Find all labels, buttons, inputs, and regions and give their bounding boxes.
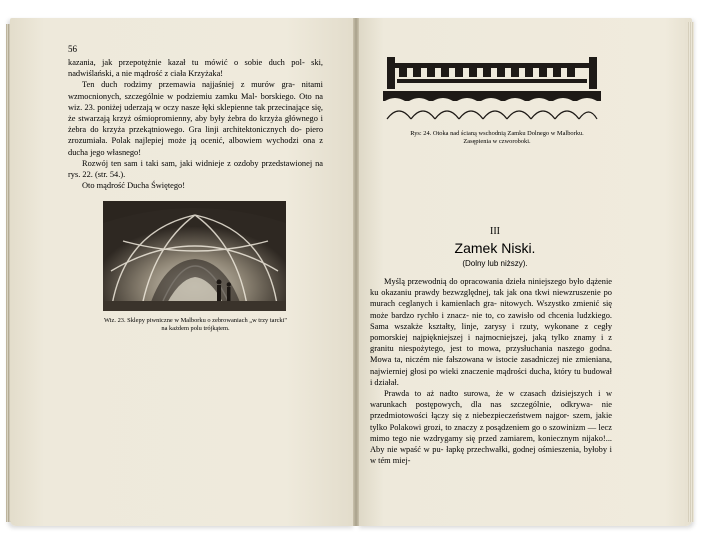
text-line: wychodzi ona z ducha jego własnego! <box>68 136 324 157</box>
paragraph <box>370 276 612 388</box>
paragraph <box>68 158 323 180</box>
left-page-text <box>68 57 323 191</box>
text-line: najpiękniejszej i najmocniejszej, jaką tylko znamy i z granitu <box>370 333 613 354</box>
vault-illustration <box>103 201 286 311</box>
text-line: łęki sklepienne tak przecinające się, że stwarzają krzyż <box>68 102 324 124</box>
chapter-title: Zamek Niski. <box>454 240 536 256</box>
chapter-subtitle: (Dolny lub niższy). <box>462 259 528 268</box>
text-line: ducha, który tu budował i działał. <box>370 366 612 387</box>
text-line: nitami wzmocnionych, szczególnie w podziemiu zamku Mal- <box>68 80 323 101</box>
text-line: łapkę przechwałki, godnej ośmieszenia, byłoby i w tém miej- <box>370 445 613 466</box>
text-line: go o szowinizm — lecz mimo tego nie wzdrygamy się <box>370 422 612 443</box>
text-line: Oto mądrość Ducha Świętego! <box>82 181 186 191</box>
text-line: i w warunkach postępowych, dla nas szczególnie, odkrywa- <box>370 389 613 410</box>
paragraph <box>68 180 323 191</box>
text-line: ośmiopromienny, aby były żebra do krzyża głównego i żebra <box>68 114 324 135</box>
text-line: borskiego. Oto na wiz. 23. poniżej uderzają w oczy nasze <box>68 91 324 112</box>
vaulted-cellar-photo <box>103 201 286 311</box>
frieze-drawing <box>383 53 601 121</box>
caption-line: Zasępienia w czworoboki. <box>463 138 531 146</box>
text-line: piero zrozumiała. Polak najlepiej może ją ocenić, albowiem <box>68 125 324 146</box>
caption-line: Rys: 24. Otoka nad ścianą wschodnią Zamku Dolnego w Malborku. <box>410 130 584 137</box>
text-line: kazania, jak przepotężnie kazał tu mówić o sobie duch pol- <box>68 58 305 67</box>
figure-caption <box>372 130 622 147</box>
text-line: ski, nadwiślański, a nie mądrość z ciała Krzyżaka! <box>68 58 323 79</box>
text-line: przedstawionej na rys. 22. (str. 54.). <box>68 158 324 180</box>
caption-line: Wiz. 23. Sklepy piwniczne w Malborku o zebrowaniach „w trzy tarcki" <box>103 317 287 324</box>
text-line: szem, jakie tylko Polakowi grozi, to znaczy z posądzeniem <box>370 411 613 432</box>
right-page-edges <box>688 22 694 522</box>
text-line: było dążenie ku okazaniu prawdy bezwzględnej, tak jak ona <box>370 277 613 298</box>
text-line: niespożytego, jest to mowa, przysłuchania naszego godna. <box>398 344 612 354</box>
text-line: Rozwój ten sam i taki sam, jaki widnieje z ozdoby <box>82 158 259 168</box>
text-line: nitowych. Wszystko zmienić się może bardzo rychło i znacz- <box>370 299 613 320</box>
text-line: nie to, co zawisło od chcenia ludzkiego. Sama wszakże <box>370 310 612 331</box>
text-line: Myślą przewodnią do opracowania dzieła niniejszego <box>384 277 567 286</box>
text-line: tkwi niewzruszenie po murach ceglanych i kamienlach gra- <box>370 288 612 309</box>
text-line: nie przedmiotowości łączy się z niebezpieczeństwem najgor- <box>370 400 612 421</box>
figure-caption <box>68 317 323 334</box>
paragraph <box>68 79 323 157</box>
chapter-number: III <box>490 226 500 237</box>
book-gutter <box>353 18 359 526</box>
caption-line: na każdem polu trójkątem. <box>161 325 230 333</box>
text-line: przed zamiarem, koniecznym nijako!... Aby nie wpaść w pu- <box>370 433 613 455</box>
text-line: Ten duch rodzimy przemawia najjaśniej z murów gra- <box>82 80 295 90</box>
paragraph <box>370 388 612 466</box>
text-line: kształty, linje, zarysy i rzuty, wykonane z cegły pomorskiej <box>370 321 613 343</box>
page-number: 56 <box>68 44 77 54</box>
text-line: Prawda to aż nadto surowa, że w czasach dzisiejszych <box>384 389 593 399</box>
frieze-illustration <box>383 53 601 121</box>
right-page-text <box>370 276 612 466</box>
paragraph <box>68 57 323 79</box>
text-line: zmieniana, najwierniej głosi po wieki znaczenie mądrości <box>370 355 612 376</box>
text-line: Mowa ta, niczém nie fałszowana w istocie zasadniczej nie <box>370 355 573 365</box>
text-line: do krzyża przekątniowego. Gra linji architektonicznych do- <box>90 125 302 135</box>
